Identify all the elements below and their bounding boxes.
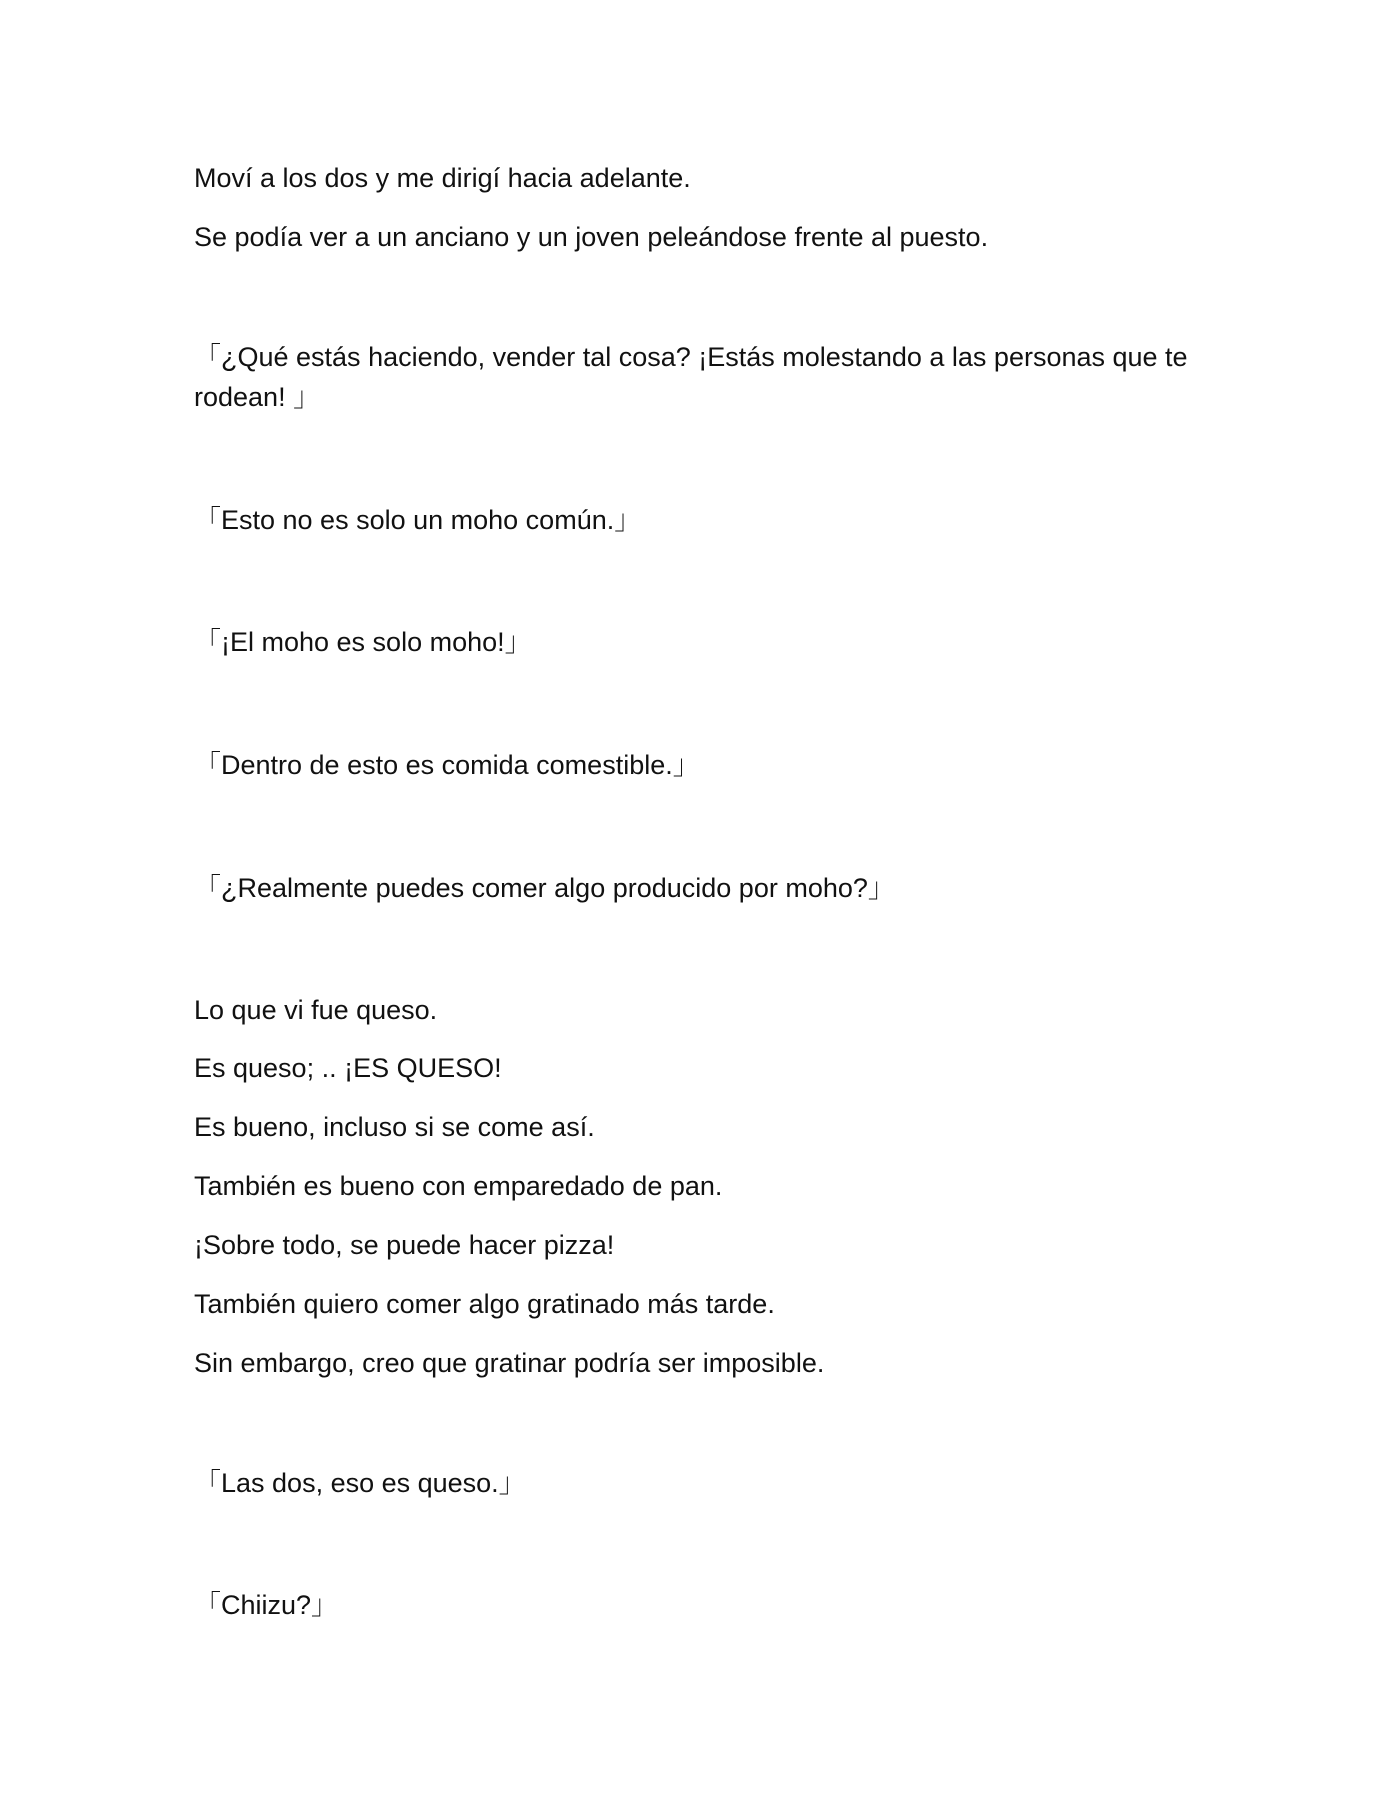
dialogue-line: 「Esto no es solo un moho común.」 [194, 505, 642, 535]
dialogue-line: 「¡El moho es solo moho!」 [194, 627, 532, 657]
dialogue-line: 「¿Qué estás haciendo, vender tal cosa? ¡Estás molestando a las personas que te rodean! 」 [194, 342, 1188, 412]
narration-line: Es bueno, incluso si se come así. [194, 1112, 595, 1142]
dialogue-line: 「Chiizu?」 [194, 1590, 339, 1620]
dialogue-line: 「Las dos, eso es queso.」 [194, 1468, 526, 1498]
dialogue-line: 「Dentro de esto es comida comestible.」 [194, 750, 700, 780]
narration-line: Es queso; .. ¡ES QUESO! [194, 1053, 502, 1083]
narration-line: Sin embargo, creo que gratinar podría ser imposible. [194, 1348, 825, 1378]
dialogue-line: 「¿Realmente puedes comer algo producido por moho?」 [194, 873, 895, 903]
narration-line: ¡Sobre todo, se puede hacer pizza! [194, 1230, 615, 1260]
narration-line: Se podía ver a un anciano y un joven peleándose frente al puesto. [194, 222, 989, 252]
narration-line: Moví a los dos y me dirigí hacia adelante. [194, 163, 691, 193]
narration-line: Lo que vi fue queso. [194, 995, 438, 1025]
narration-line: También quiero comer algo gratinado más tarde. [194, 1289, 775, 1319]
narration-line: También es bueno con emparedado de pan. [194, 1171, 723, 1201]
